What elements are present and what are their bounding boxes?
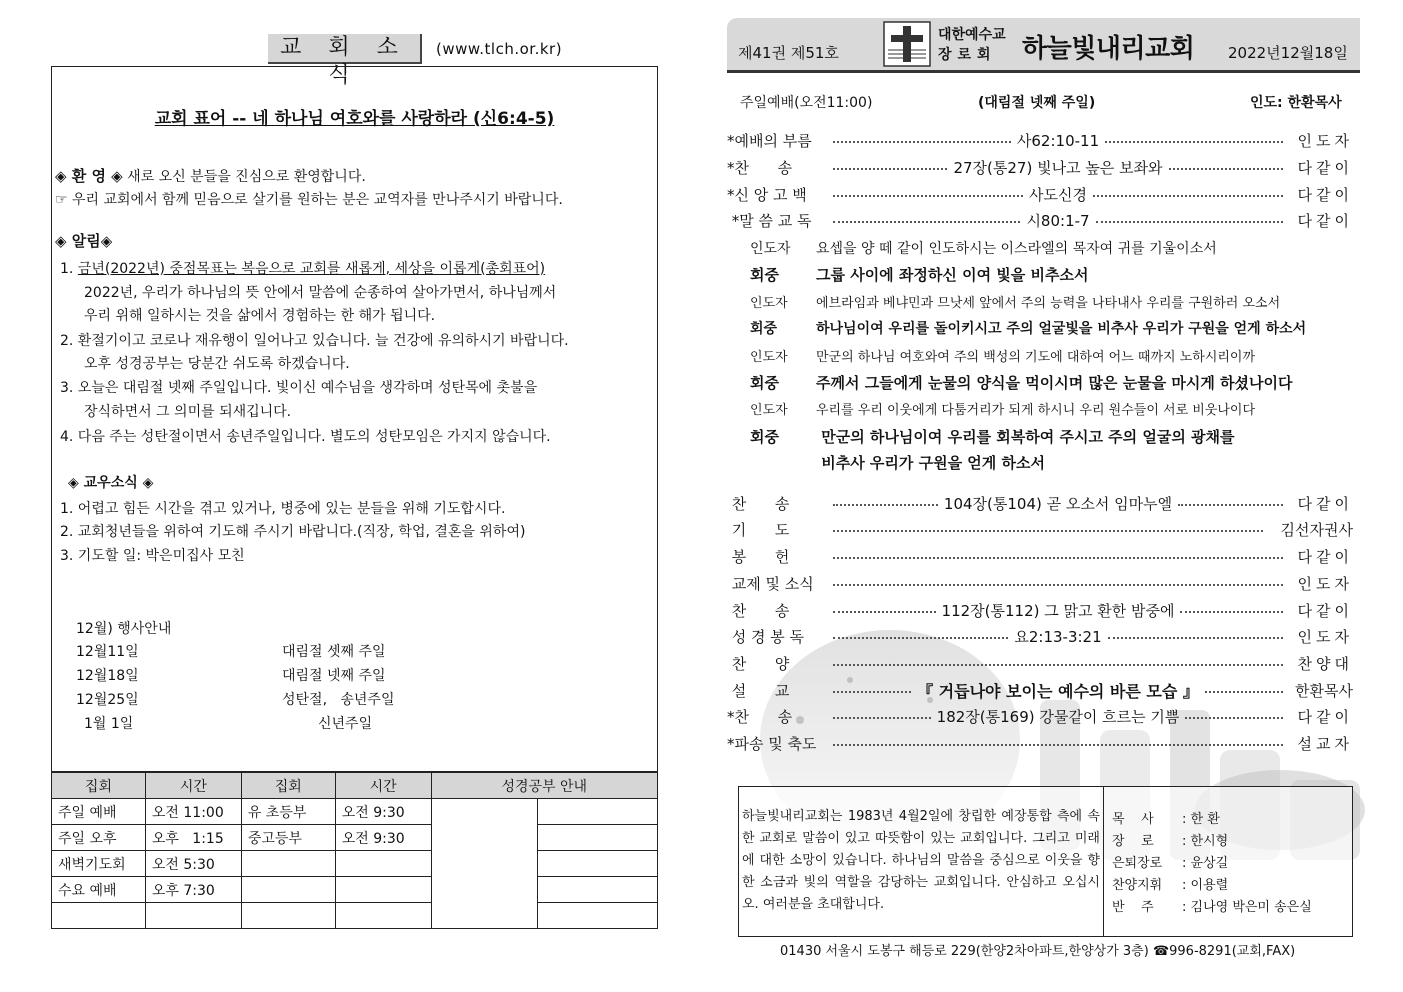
welcome-note: ☞ 우리 교회에서 함께 믿음으로 살기를 원하는 분은 교역자를 만나주시기 바랍니다. <box>55 192 563 208</box>
sermon-title: 『 거듭나야 보이는 예수의 바른 모습 』 <box>917 681 1199 701</box>
volume-number: 제41권 제51호 <box>738 44 839 62</box>
table-cell <box>241 851 335 877</box>
order-item: 교제 및 소식 인도자 <box>727 574 1353 593</box>
table-row <box>52 903 658 929</box>
table-cell <box>538 877 658 903</box>
table-row <box>52 825 658 851</box>
welcome-text: 새로 오신 분들을 진심으로 환영합니다. <box>122 169 366 185</box>
responsive-line: 회중 그룹 사이에 좌정하신 이여 빛을 비추소서 <box>750 266 1089 284</box>
order-item: 설 교 『 거듭나야 보이는 예수의 바른 모습 』 한환목사 <box>727 679 1353 701</box>
staff-item: 장 로 : 한시형 <box>1112 834 1229 849</box>
order-item: 기 도 김선자권사 <box>727 520 1353 539</box>
col-header: 시간 <box>145 773 241 799</box>
col-header: 집회 <box>241 773 335 799</box>
order-item: 성 경 봉 독 요2:13-3:21 인도자 <box>727 627 1353 646</box>
notice-4: 4. 다음 주는 성탄절이면서 송년주일입니다. 별도의 성탄모임은 가지지 않습니다. <box>60 429 551 445</box>
table-cell <box>335 851 431 877</box>
responsive-line: 비추사 우리가 구원을 얻게 하소서 <box>816 454 1045 472</box>
events-heading: 12월) 행사안내 <box>76 621 172 637</box>
page-title: 교 회 소 식 <box>268 34 422 64</box>
order-item: *예배의 부름 사62:10-11 인도자 <box>727 131 1353 150</box>
col-header: 집회 <box>52 773 146 799</box>
table-cell: 새벽기도회 <box>52 851 146 877</box>
header-divider <box>727 70 1360 73</box>
order-item: *찬 송 182장(통169) 강물같이 흐르는 기쁨 다같이 <box>727 707 1354 726</box>
table-cell: 오후 1:15 <box>145 825 241 851</box>
table-row <box>52 877 658 903</box>
notice-3: 3. 오늘은 대림절 넷째 주일입니다. 빛이신 예수님을 생각하며 성탄목에 촛불을 <box>60 380 538 396</box>
order-item: *파송 및 축도 설교자 <box>727 734 1353 753</box>
table-cell: 유 초등부 <box>241 799 335 825</box>
event-name: 대림절 셋째 주일 <box>282 644 386 660</box>
staff-item: 찬양지휘 : 이용렬 <box>1112 878 1229 893</box>
order-item: *찬 송 27장(통27) 빛나고 높은 보좌와 다같이 <box>727 158 1353 177</box>
table-cell: 오전 9:30 <box>335 825 431 851</box>
church-motto: 교회 표어 -- 네 하나님 여호와를 사랑하라 (신6:4-5) <box>154 109 555 129</box>
staff-item: 목 사 : 한 환 <box>1112 812 1220 827</box>
order-item: *신 앙 고 백 사도신경 다같이 <box>727 185 1353 204</box>
notice-3-cont: 장식하면서 그 의미를 되새깁니다. <box>84 404 292 420</box>
table-cell <box>538 851 658 877</box>
table-cell: 오후 7:30 <box>145 877 241 903</box>
table-cell <box>538 825 658 851</box>
table-cell: 주일 예배 <box>52 799 146 825</box>
order-item: 찬 송 104장(통104) 곧 오소서 임마누엘 다같이 <box>727 494 1354 513</box>
col-header: 성경공부 안내 <box>431 773 657 799</box>
welcome-heading: ◈ 환 영 ◈ <box>55 167 123 185</box>
welcome-line <box>55 165 366 186</box>
notice-1: 1. 금년(2022년) 중점목표는 복음으로 교회를 새롭게, 세상을 이롭게(총회표어) <box>60 261 546 277</box>
notice-2: 2. 환절기이고 코로나 재유행이 일어나고 있습니다. 늘 건강에 유의하시기 바랍니다. <box>60 333 569 349</box>
pastoral-3: 3. 기도할 일: 박은미집사 모친 <box>60 548 245 564</box>
notice-heading: ◈ 알림◈ <box>55 232 113 250</box>
staff-item: 반 주 : 김나영 박은미 송은실 <box>1112 900 1312 915</box>
notice-1-cont: 2022년, 우리가 하나님의 뜻 안에서 말씀에 순종하여 살아가면서, 하나님께서 <box>84 285 557 301</box>
event-name: 신년주일 <box>318 716 373 732</box>
bulletin-date: 2022년12월18일 <box>1228 44 1348 62</box>
event-date: 12월25일 <box>76 692 139 708</box>
table-cell: 오전 11:00 <box>145 799 241 825</box>
meeting-schedule-table <box>51 772 658 929</box>
table-cell <box>431 799 538 929</box>
table-cell <box>538 799 658 825</box>
pastoral-heading: ◈ 교우소식 ◈ <box>68 475 154 491</box>
responsive-line: 회중 만군의 하나님이여 우리를 회복하여 주시고 주의 얼굴의 광채를 <box>750 428 1235 446</box>
service-time: 주일예배(오전11:00) <box>740 95 873 111</box>
table-cell: 오전 9:30 <box>335 799 431 825</box>
church-about: 하늘빛내리교회는 1983년 4월2일에 창립한 예장통합 측에 속한 교회로 말씀이 있고 따뜻함이 있는 교회입니다. 그리고 미래에 대한 소망이 있습니다. 하나님의 말씀을 중심으로 이웃을 향한 소금과 빛의 역할을 감당하는 교회입니다. 안심하고 오십시오. 여러분을 초대합니다. <box>742 809 1100 912</box>
table-cell <box>241 877 335 903</box>
sunday-name: (대림절 넷째 주일) <box>978 95 1096 111</box>
denomination-line1: 대한예수교 <box>938 27 1006 43</box>
responsive-line: 회중 하나님이여 우리를 돌이키시고 주의 얼굴빛을 비추사 우리가 구원을 얻게 하소서 <box>750 321 1307 337</box>
col-header: 시간 <box>335 773 431 799</box>
order-item: *말 씀 교 독 시80:1-7 다같이 <box>727 211 1354 230</box>
table-cell <box>335 903 431 929</box>
table-row <box>52 851 658 877</box>
table-cell: 주일 오후 <box>52 825 146 851</box>
responsive-line: 인도자 요셉을 양 떼 같이 인도하시는 이스라엘의 목자여 귀를 기울이소서 <box>750 241 1217 257</box>
table-row <box>52 799 658 825</box>
table-cell: 중고등부 <box>241 825 335 851</box>
table-cell <box>538 903 658 929</box>
church-logo-icon <box>882 20 932 68</box>
notice-2-cont: 오후 성경공부는 당분간 쉬도록 하겠습니다. <box>84 356 350 372</box>
table-cell <box>52 903 146 929</box>
info-divider <box>1103 786 1104 937</box>
responsive-line: 인도자 만군의 하나님 여호와여 주의 백성의 기도에 대하여 어느 때까지 노하시리이까 <box>750 350 1256 365</box>
table-header-row <box>52 773 658 799</box>
event-name: 성탄절, 송년주일 <box>282 692 395 708</box>
pastoral-1: 1. 어렵고 힘든 시간을 겪고 있거나, 병중에 있는 분들을 위해 기도합시다. <box>60 501 506 517</box>
table-cell: 수요 예배 <box>52 877 146 903</box>
staff-item: 은퇴장로 : 윤상길 <box>1112 856 1229 871</box>
order-item: 봉 헌 다같이 <box>727 547 1353 566</box>
event-date: 12월11일 <box>76 644 139 660</box>
denomination-line2: 장로회 <box>938 47 997 63</box>
event-date: 12월18일 <box>76 668 139 684</box>
event-date: 1월 1일 <box>84 716 134 732</box>
church-address: 01430 서울시 도봉구 해등로 229(한양2차아파트,한양상가 3층) ☎996-8291(교회,FAX) <box>780 944 1296 959</box>
table-cell <box>335 877 431 903</box>
service-leader: 인도: 한환목사 <box>1250 95 1342 111</box>
church-name: 하늘빛내리교회 <box>1022 34 1195 64</box>
order-item: 찬 송 112장(통112) 그 맑고 환한 밤중에 다같이 <box>727 601 1354 620</box>
responsive-line: 회중 주께서 그들에게 눈물의 양식을 먹이시며 많은 눈물을 마시게 하셨나이다 <box>750 374 1293 392</box>
table-cell: 오전 5:30 <box>145 851 241 877</box>
responsive-line: 인도자 에브라임과 베냐민과 므낫세 앞에서 주의 능력을 나타내사 우리를 구원하러 오소서 <box>750 296 1281 311</box>
order-item: 찬 양 찬양대 <box>727 654 1353 673</box>
responsive-line: 인도자 우리를 우리 이웃에게 다툼거리가 되게 하시니 우리 원수들이 서로 비웃나이다 <box>750 403 1256 418</box>
notice-1-cont2: 우리 위해 일하시는 것을 삶에서 경험하는 한 해가 됩니다. <box>84 308 436 324</box>
table-cell <box>145 903 241 929</box>
table-cell <box>241 903 335 929</box>
church-url[interactable]: (www.tlch.or.kr) <box>436 40 563 58</box>
pastoral-2: 2. 교회청년들을 위하여 기도해 주시기 바랍니다.(직장, 학업, 결혼을 위하여) <box>60 524 526 540</box>
event-name: 대림절 넷째 주일 <box>282 668 386 684</box>
